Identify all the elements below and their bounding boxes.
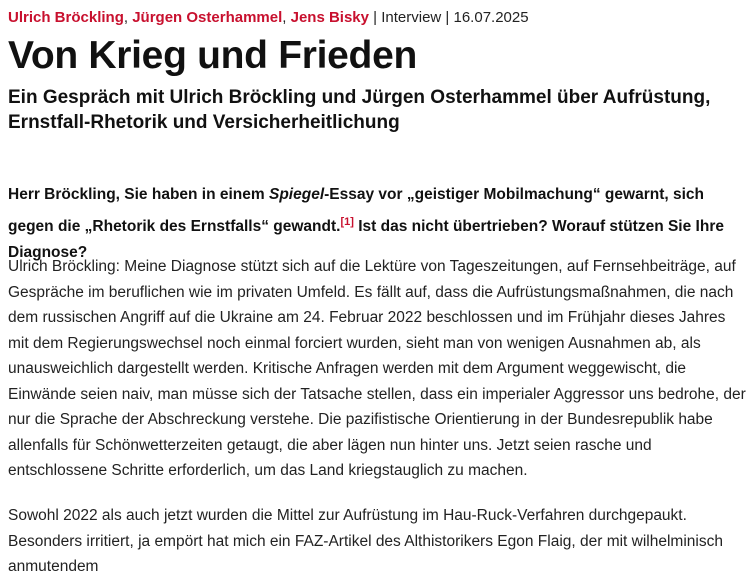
author-separator: ,	[123, 9, 133, 26]
meta-divider: |	[369, 9, 382, 26]
author-separator: ,	[282, 9, 291, 26]
article-type: Interview	[381, 9, 442, 26]
answer-paragraph: Ulrich Bröckling: Meine Diagnose stützt sich auf die Lektüre von Tageszeitungen, auf Fernsehbeiträge, auf Gespräche im beruflichen wie im privaten Umfeld. Es fällt auf, dass die Aufrüstungsmaßnahmen, die nach dem russischen Angriff auf die Ukraine am 24. Februar 2022 beschlossen und im Frühjahr dieses Jahres mit dem Regierungswechsel noch einmal forciert wurden, sieht man von wenigen Ausnahmen ab, als unausweichlich dargestellt werden. Kritische Anfragen werden mit dem Argument weggewischt, die Einwände seien naiv, man müsse sich der Tatsache stellen, dass ein imperialer Aggressor uns bedrohe, der nur die Sprache der Abschreckung verstehe. Die pazifistische Orientierung in der Bundesrepublik habe allenfalls für Schönwetterzeiten getaugt, die aber lägen nun hinter uns. Jetzt seien rasche und entschlossene Schritte erforderlich, um das Land kriegstauglich zu machen.	[8, 258, 746, 479]
article-meta	[8, 9, 529, 27]
article-subtitle: Ein Gespräch mit Ulrich Bröckling und Jürgen Osterhammel über Aufrüstung, Ernstfall-Rhetorik und Versicherheitlichung	[8, 87, 711, 133]
answer-paragraph: Sowohl 2022 als auch jetzt wurden die Mittel zur Aufrüstung im Hau-Ruck-Verfahren durchgepaukt. Besonders irritiert, ja empört hat mich ein FAZ-Artikel des Althistorikers Egon Flaig, der mit wilhelminisch anmutendem	[8, 507, 723, 575]
question-text: Ist das nicht übertrieben? Worauf stützen Sie Ihre Diagnose?	[8, 218, 724, 262]
footnote-link[interactable]: [1]	[340, 216, 354, 228]
question-text: -Essay vor „geistiger Mobilmachung“ gewarnt, sich gegen die „Rhetorik des Ernstfalls“ gewandt.	[8, 186, 704, 236]
author-link-osterhammel[interactable]: Jürgen Osterhammel	[132, 9, 283, 26]
question-publication: Spiegel	[269, 186, 325, 203]
question-text: Herr Bröckling, Sie haben in einem	[8, 186, 269, 203]
author-link-bisky[interactable]: Jens Bisky	[290, 9, 369, 26]
footnote-marker	[340, 213, 353, 228]
article-date: 16.07.2025	[453, 9, 529, 26]
author-link-broeckling[interactable]: Ulrich Bröckling	[8, 9, 124, 26]
page-title: Von Krieg und Frieden	[8, 34, 417, 77]
meta-divider: |	[441, 9, 454, 26]
